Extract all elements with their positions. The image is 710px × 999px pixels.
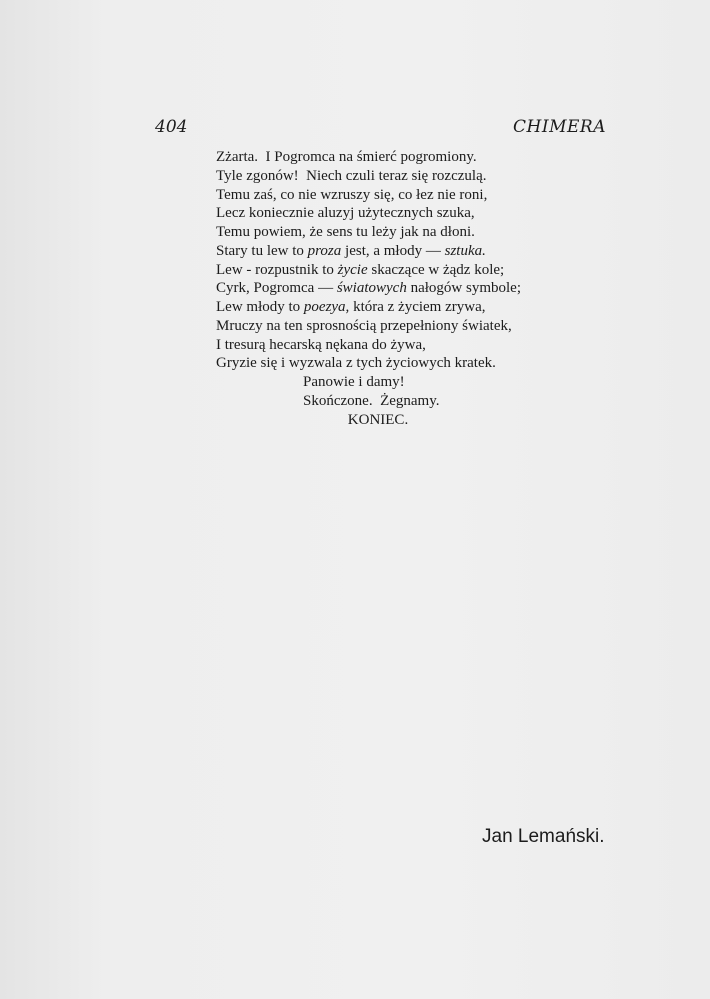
line-text: skaczące w żądz kole; xyxy=(367,261,505,278)
line-text: Lew młody to xyxy=(216,299,304,315)
ending-label: KONIEC. xyxy=(347,412,409,428)
poem-line xyxy=(216,317,521,336)
poem-stanza xyxy=(216,148,521,411)
poem-line xyxy=(216,242,521,261)
page-number: 404 xyxy=(155,117,188,137)
line-text: Lecz koniecznie aluzyj użytecznych szuka, xyxy=(216,205,475,222)
line-text: Tyle zgonów! Niech czuli teraz się rozczulą. xyxy=(216,167,487,184)
line-text: Mruczy na ten sprosnością przepełniony światek, xyxy=(216,317,512,334)
line-text: Stary tu lew to xyxy=(216,242,308,259)
italic-word: poezya, xyxy=(303,299,350,315)
poem-line xyxy=(216,167,521,186)
poem-line xyxy=(216,298,521,317)
line-text: I tresurą hecarską nękana do żywa, xyxy=(216,336,426,353)
line-text: jest, a młody — xyxy=(341,242,445,259)
author-signature: Jan Lemański. xyxy=(482,826,605,847)
line-text: nałogów symbole; xyxy=(406,280,521,297)
line-text: Temu powiem, że sens tu leży jak na dłoni. xyxy=(216,224,475,240)
line-text: Lew - rozpustnik to xyxy=(216,261,338,278)
poem-line xyxy=(216,392,521,411)
line-text: Panowie i damy! xyxy=(303,374,405,390)
poem-line xyxy=(216,223,521,242)
line-text: Temu zaś, co nie wzruszy się, co łez nie roni, xyxy=(216,186,488,203)
poem-line xyxy=(216,354,521,373)
italic-word: proza xyxy=(307,242,342,259)
italic-word: życie xyxy=(337,261,368,278)
line-text: Zżarta. I Pogromca na śmierć pogromiony. xyxy=(216,149,477,165)
poem-line xyxy=(216,279,521,298)
poem-line xyxy=(216,186,521,205)
line-text: Cyrk, Pogromca — xyxy=(216,280,337,297)
poem-line xyxy=(216,204,521,223)
italic-word: sztuka. xyxy=(444,242,486,259)
line-text: Skończone. Żegnamy. xyxy=(303,392,440,409)
poem-line xyxy=(216,148,521,167)
poem-line xyxy=(216,336,521,355)
poem-line xyxy=(216,261,521,280)
poem-line xyxy=(216,373,521,392)
line-text: Gryzie się i wyzwala z tych życiowych kratek. xyxy=(216,355,496,372)
italic-word: światowych xyxy=(336,280,407,297)
line-text: która z życiem zrywa, xyxy=(349,299,486,315)
running-title: CHIMERA xyxy=(513,117,606,137)
